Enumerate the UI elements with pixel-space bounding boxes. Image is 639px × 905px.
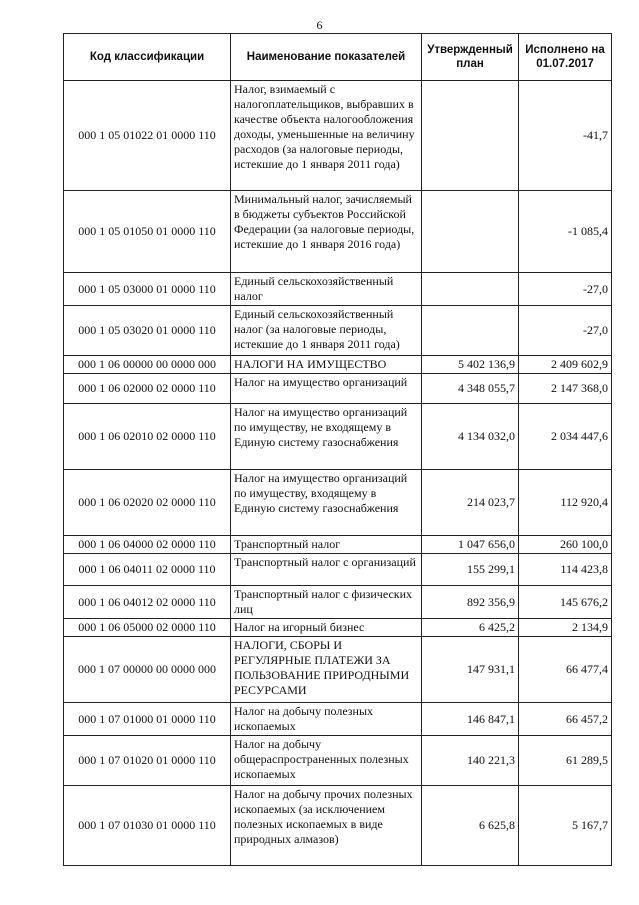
row-name: НАЛОГИ, СБОРЫ И РЕГУЛЯРНЫЕ ПЛАТЕЖИ ЗА ПОЛЬЗОВАНИЕ ПРИРОДНЫМИ РЕСУРСАМИ bbox=[231, 637, 422, 703]
row-fact: 114 423,8 bbox=[519, 554, 612, 586]
row-name: Налог на добычу прочих полезных ископаемых (за исключением полезных ископаемых в виде природных алмазов) bbox=[231, 786, 422, 866]
row-code: 000 1 05 01022 01 0000 110 bbox=[64, 81, 231, 191]
row-code: 000 1 06 02010 02 0000 110 bbox=[64, 404, 231, 470]
row-fact: 2 409 602,9 bbox=[519, 356, 612, 374]
row-fact: -27,0 bbox=[519, 273, 612, 306]
row-name: Налог на добычу общераспространенных полезных ископаемых bbox=[231, 736, 422, 786]
row-fact: 61 289,5 bbox=[519, 736, 612, 786]
table-header-row bbox=[64, 34, 612, 81]
table-row bbox=[64, 736, 612, 786]
table-row bbox=[64, 619, 612, 637]
row-fact: 66 457,2 bbox=[519, 703, 612, 736]
header-approved-plan: Утвержденный план bbox=[422, 34, 519, 81]
row-name: Транспортный налог bbox=[231, 536, 422, 554]
row-code: 000 1 05 03000 01 0000 110 bbox=[64, 273, 231, 306]
table-row bbox=[64, 536, 612, 554]
table-row bbox=[64, 81, 612, 191]
row-code: 000 1 06 05000 02 0000 110 bbox=[64, 619, 231, 637]
table-row bbox=[64, 786, 612, 866]
row-plan: 155 299,1 bbox=[422, 554, 519, 586]
row-code: 000 1 06 04012 02 0000 110 bbox=[64, 586, 231, 619]
row-fact: 260 100,0 bbox=[519, 536, 612, 554]
row-plan: 1 047 656,0 bbox=[422, 536, 519, 554]
budget-execution-table bbox=[63, 33, 612, 866]
header-executed: Исполнено на 01.07.2017 bbox=[519, 34, 612, 81]
table-row bbox=[64, 356, 612, 374]
row-fact: -41,7 bbox=[519, 81, 612, 191]
row-code: 000 1 06 00000 00 0000 000 bbox=[64, 356, 231, 374]
row-plan: 147 931,1 bbox=[422, 637, 519, 703]
row-plan bbox=[422, 306, 519, 356]
table-row bbox=[64, 637, 612, 703]
row-name: Транспортный налог с организаций bbox=[231, 554, 422, 586]
row-fact: 112 920,4 bbox=[519, 470, 612, 536]
row-plan: 6 425,2 bbox=[422, 619, 519, 637]
row-code: 000 1 06 04000 02 0000 110 bbox=[64, 536, 231, 554]
row-fact: -27,0 bbox=[519, 306, 612, 356]
row-fact: 2 147 368,0 bbox=[519, 374, 612, 404]
row-fact: 66 477,4 bbox=[519, 637, 612, 703]
table-row bbox=[64, 554, 612, 586]
row-name: Минимальный налог, зачисляемый в бюджеты субъектов Российской Федерации (за налоговые периоды, истекшие до 1 января 2016 года) bbox=[231, 191, 422, 273]
table-row bbox=[64, 306, 612, 356]
row-name: Налог на имущество организаций по имуществу, входящему в Единую систему газоснабжения bbox=[231, 470, 422, 536]
row-plan: 140 221,3 bbox=[422, 736, 519, 786]
row-name: Транспортный налог с физических лиц bbox=[231, 586, 422, 619]
row-plan: 4 348 055,7 bbox=[422, 374, 519, 404]
row-code: 000 1 05 01050 01 0000 110 bbox=[64, 191, 231, 273]
header-classification-code: Код классификации bbox=[64, 34, 231, 81]
row-name: Налог на имущество организаций по имуществу, не входящему в Единую систему газоснабжения bbox=[231, 404, 422, 470]
row-name: Налог на имущество организаций bbox=[231, 374, 422, 404]
row-name: Налог на добычу полезных ископаемых bbox=[231, 703, 422, 736]
table-row bbox=[64, 374, 612, 404]
table-row bbox=[64, 470, 612, 536]
table-row bbox=[64, 273, 612, 306]
row-plan: 214 023,7 bbox=[422, 470, 519, 536]
page-number: 6 bbox=[316, 18, 323, 32]
row-code: 000 1 05 03020 01 0000 110 bbox=[64, 306, 231, 356]
row-code: 000 1 06 02020 02 0000 110 bbox=[64, 470, 231, 536]
row-plan bbox=[422, 273, 519, 306]
row-plan: 6 625,8 bbox=[422, 786, 519, 866]
row-name: НАЛОГИ НА ИМУЩЕСТВО bbox=[231, 356, 422, 374]
row-code: 000 1 06 02000 02 0000 110 bbox=[64, 374, 231, 404]
row-code: 000 1 07 01030 01 0000 110 bbox=[64, 786, 231, 866]
row-fact: -1 085,4 bbox=[519, 191, 612, 273]
row-code: 000 1 07 01000 01 0000 110 bbox=[64, 703, 231, 736]
row-plan bbox=[422, 191, 519, 273]
row-plan bbox=[422, 81, 519, 191]
row-plan: 5 402 136,9 bbox=[422, 356, 519, 374]
row-fact: 5 167,7 bbox=[519, 786, 612, 866]
row-fact: 2 034 447,6 bbox=[519, 404, 612, 470]
table-row bbox=[64, 404, 612, 470]
header-indicator-name: Наименование показателей bbox=[231, 34, 422, 81]
table-row bbox=[64, 703, 612, 736]
row-code: 000 1 06 04011 02 0000 110 bbox=[64, 554, 231, 586]
row-code: 000 1 07 01020 01 0000 110 bbox=[64, 736, 231, 786]
row-name: Единый сельскохозяйственный налог (за налоговые периоды, истекшие до 1 января 2011 года) bbox=[231, 306, 422, 356]
row-name: Налог на игорный бизнес bbox=[231, 619, 422, 637]
row-fact: 2 134,9 bbox=[519, 619, 612, 637]
row-plan: 146 847,1 bbox=[422, 703, 519, 736]
table-row bbox=[64, 191, 612, 273]
table-row bbox=[64, 586, 612, 619]
row-fact: 145 676,2 bbox=[519, 586, 612, 619]
row-name: Единый сельскохозяйственный налог bbox=[231, 273, 422, 306]
row-plan: 892 356,9 bbox=[422, 586, 519, 619]
row-plan: 4 134 032,0 bbox=[422, 404, 519, 470]
row-name: Налог, взимаемый с налогоплательщиков, выбравших в качестве объекта налогообложения доходы, уменьшенные на величину расходов (за налоговые периоды, истекшие до 1 января 2011 года) bbox=[231, 81, 422, 191]
row-code: 000 1 07 00000 00 0000 000 bbox=[64, 637, 231, 703]
